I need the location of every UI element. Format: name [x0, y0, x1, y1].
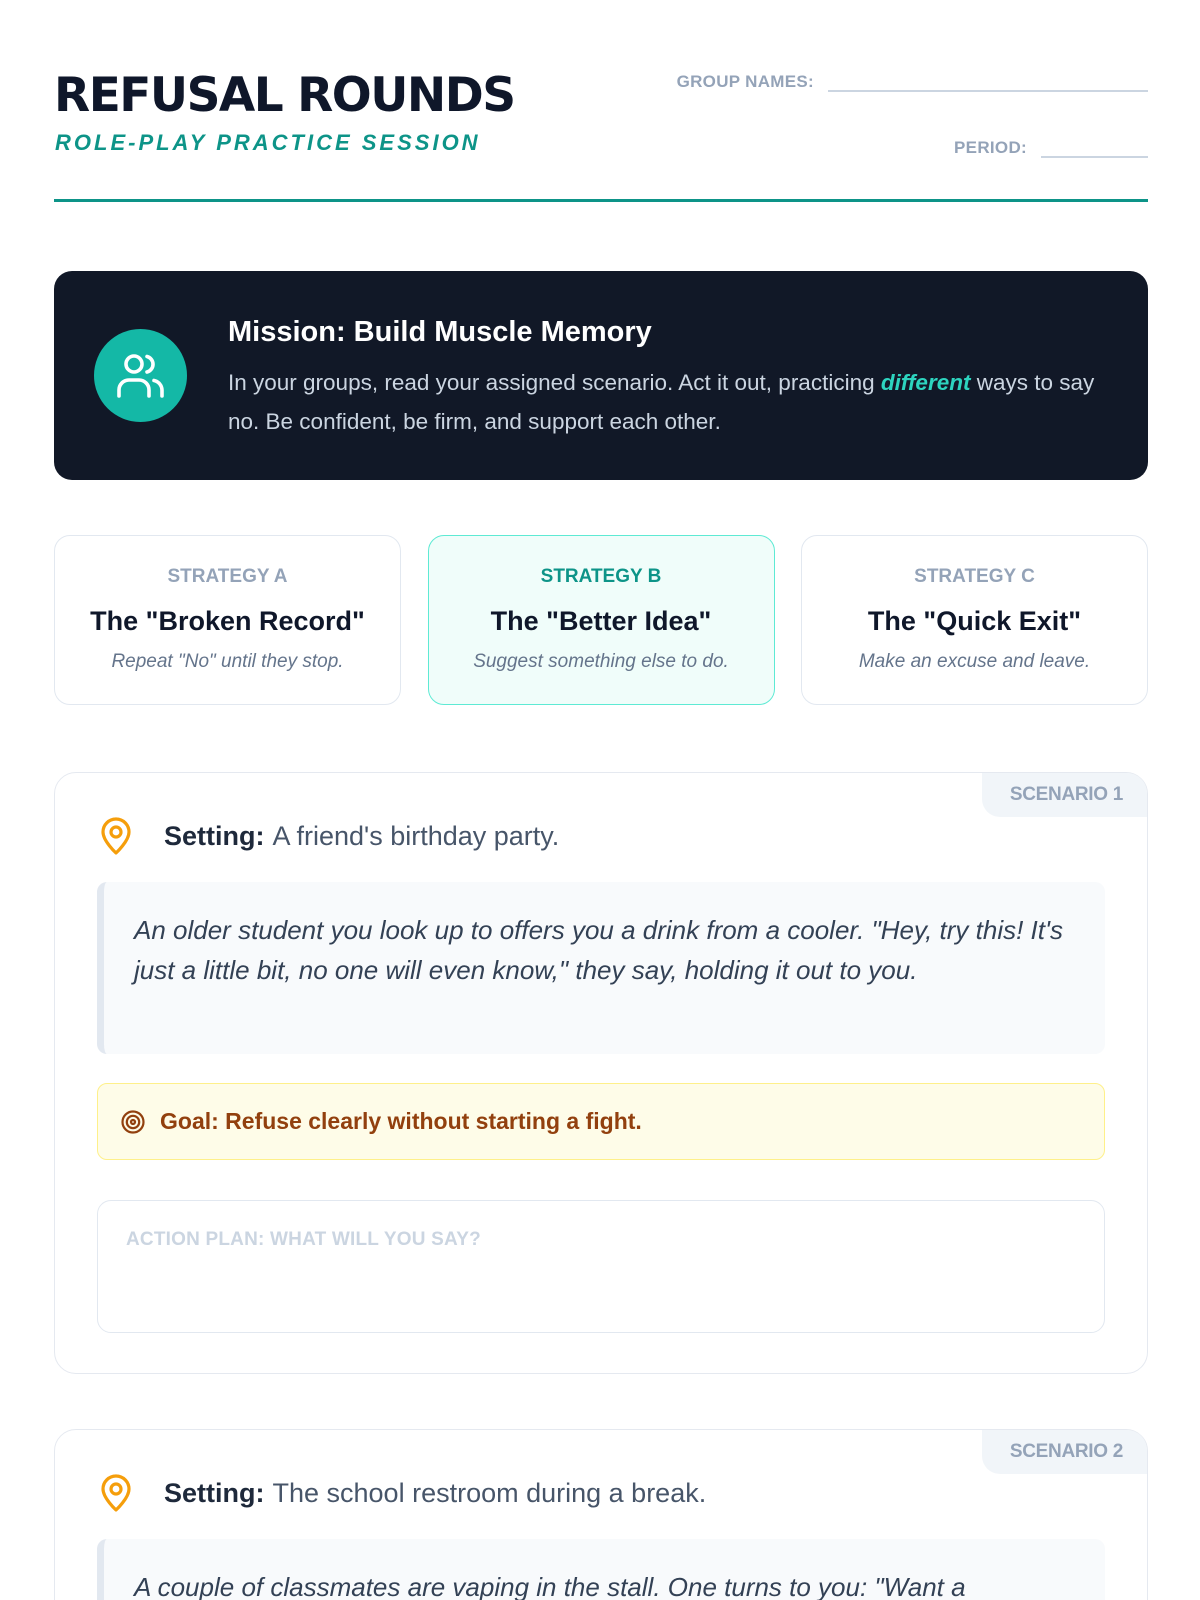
scenario-card-1 [54, 772, 1148, 1374]
strategy-description: Repeat "No" until they stop. [111, 651, 344, 672]
mission-emphasis: different [880, 370, 971, 395]
strategy-card-b [428, 535, 775, 705]
worksheet-header [54, 0, 1148, 205]
setting-text: The school restroom during a break. [272, 1477, 707, 1508]
period-label: PERIOD: [954, 138, 1027, 157]
setting-label: Setting: [164, 820, 265, 851]
group-names-label: GROUP NAMES: [676, 72, 814, 91]
setting-text: A friend's birthday party. [272, 820, 560, 851]
scenario-setting [99, 1474, 706, 1512]
users-icon [94, 329, 187, 422]
strategy-name: The "Better Idea" [490, 606, 712, 636]
strategy-card-a [54, 535, 401, 705]
strategy-label: STRATEGY B [540, 566, 662, 587]
map-pin-icon [99, 1474, 133, 1512]
scenario-goal [97, 1083, 1105, 1160]
strategy-card-c [801, 535, 1148, 705]
map-pin-icon [99, 817, 133, 855]
setting-label: Setting: [164, 1477, 265, 1508]
scenario-tag: SCENARIO 2 [982, 1430, 1147, 1474]
group-names-input[interactable] [828, 60, 1148, 92]
goal-text: Goal: Refuse clearly without starting a fight. [160, 1108, 642, 1134]
scenario-tag: SCENARIO 1 [982, 773, 1147, 817]
target-icon [120, 1109, 146, 1135]
strategy-name: The "Broken Record" [90, 606, 365, 636]
strategy-label: STRATEGY A [167, 566, 288, 587]
strategy-label: STRATEGY C [914, 566, 1035, 587]
period-field [954, 126, 1148, 158]
strategy-name: The "Quick Exit" [867, 606, 1082, 636]
scenario-card-2 [54, 1429, 1148, 1600]
mission-title: Mission: Build Muscle Memory [228, 316, 652, 348]
group-names-field [677, 60, 1148, 92]
page-subtitle: ROLE-PLAY PRACTICE SESSION [55, 130, 481, 155]
scenario-quote: An older student you look up to offers you a drink from a cooler. "Hey, try this! It's just a little bit, no one will even know," they say, holding it out to you. [97, 882, 1105, 1054]
mission-text: In your groups, read your assigned scenario. Act it out, practicing different ways to say no. Be confident, be firm, and support each other. [228, 370, 1095, 434]
header-divider [54, 199, 1148, 202]
scenario-quote: A couple of classmates are vaping in the stall. One turns to you: "Want a [97, 1539, 1105, 1600]
action-plan-input[interactable]: ACTION PLAN: WHAT WILL YOU SAY? [97, 1200, 1105, 1333]
strategy-description: Suggest something else to do. [473, 651, 729, 672]
page-title: REFUSAL ROUNDS [54, 68, 515, 123]
strategy-cards [54, 535, 1148, 705]
mission-banner [54, 271, 1148, 480]
period-input[interactable] [1041, 126, 1148, 158]
scenario-setting [99, 817, 559, 855]
strategy-description: Make an excuse and leave. [858, 651, 1091, 672]
